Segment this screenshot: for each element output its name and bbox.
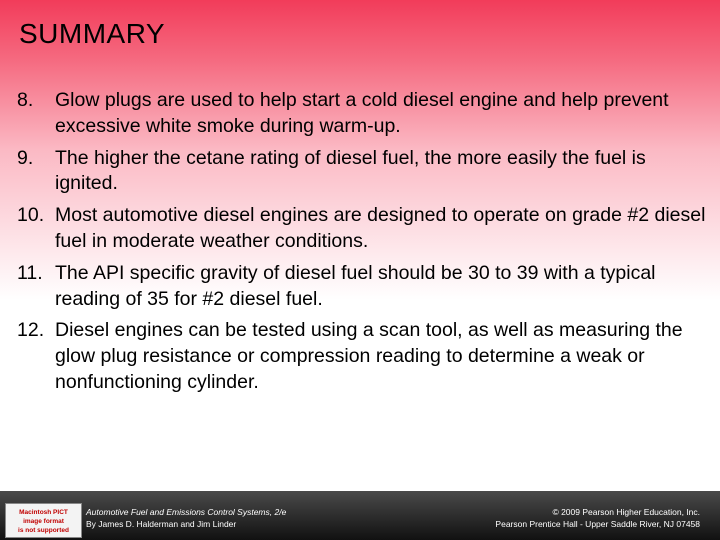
footer-book-title: Automotive Fuel and Emissions Control Systems, 2/e — [86, 507, 287, 517]
footer-bar — [0, 491, 720, 540]
item-number: 8. — [17, 89, 34, 111]
footer-authors: By James D. Halderman and Jim Linder — [86, 519, 237, 529]
placeholder-line-3: is not supported — [18, 527, 69, 534]
list-item — [17, 146, 707, 198]
item-text: The higher the cetane rating of diesel fuel, the more easily the fuel is ignited. — [55, 146, 646, 195]
item-text: Glow plugs are used to help start a cold diesel engine and help prevent excessive white smoke during warm-up. — [55, 89, 669, 137]
footer-publisher: Pearson Prentice Hall - Upper Saddle River, NJ 07458 — [495, 519, 700, 529]
footer-book-info — [86, 506, 286, 530]
list-item — [17, 318, 707, 395]
item-text: Diesel engines can be tested using a scan tool, as well as measuring the glow plug resistance or compression reading to determine a weak or nonfunctioning cylinder. — [55, 319, 683, 393]
placeholder-line-1: Macintosh PICT — [19, 509, 68, 516]
placeholder-image-icon — [6, 504, 81, 537]
footer-copyright: © 2009 Pearson Higher Education, Inc. — [552, 507, 700, 517]
item-text: Most automotive diesel engines are designed to operate on grade #2 diesel fuel in moderate weather conditions. — [55, 204, 706, 252]
summary-list — [17, 88, 707, 402]
item-number: 10. — [17, 204, 45, 227]
item-text: The API specific gravity of diesel fuel should be 30 to 39 with a typical reading of 35 for #2 diesel fuel. — [55, 261, 656, 310]
footer-publisher-info — [495, 506, 700, 530]
unsupported-image-placeholder — [5, 503, 82, 538]
placeholder-line-2: image format — [23, 518, 64, 525]
slide-title: SUMMARY — [19, 18, 166, 49]
item-number: 11. — [17, 261, 43, 284]
item-number: 9. — [17, 146, 34, 169]
list-item — [17, 203, 707, 255]
item-number: 12. — [17, 319, 45, 342]
list-item — [17, 261, 707, 313]
list-item — [17, 88, 707, 140]
